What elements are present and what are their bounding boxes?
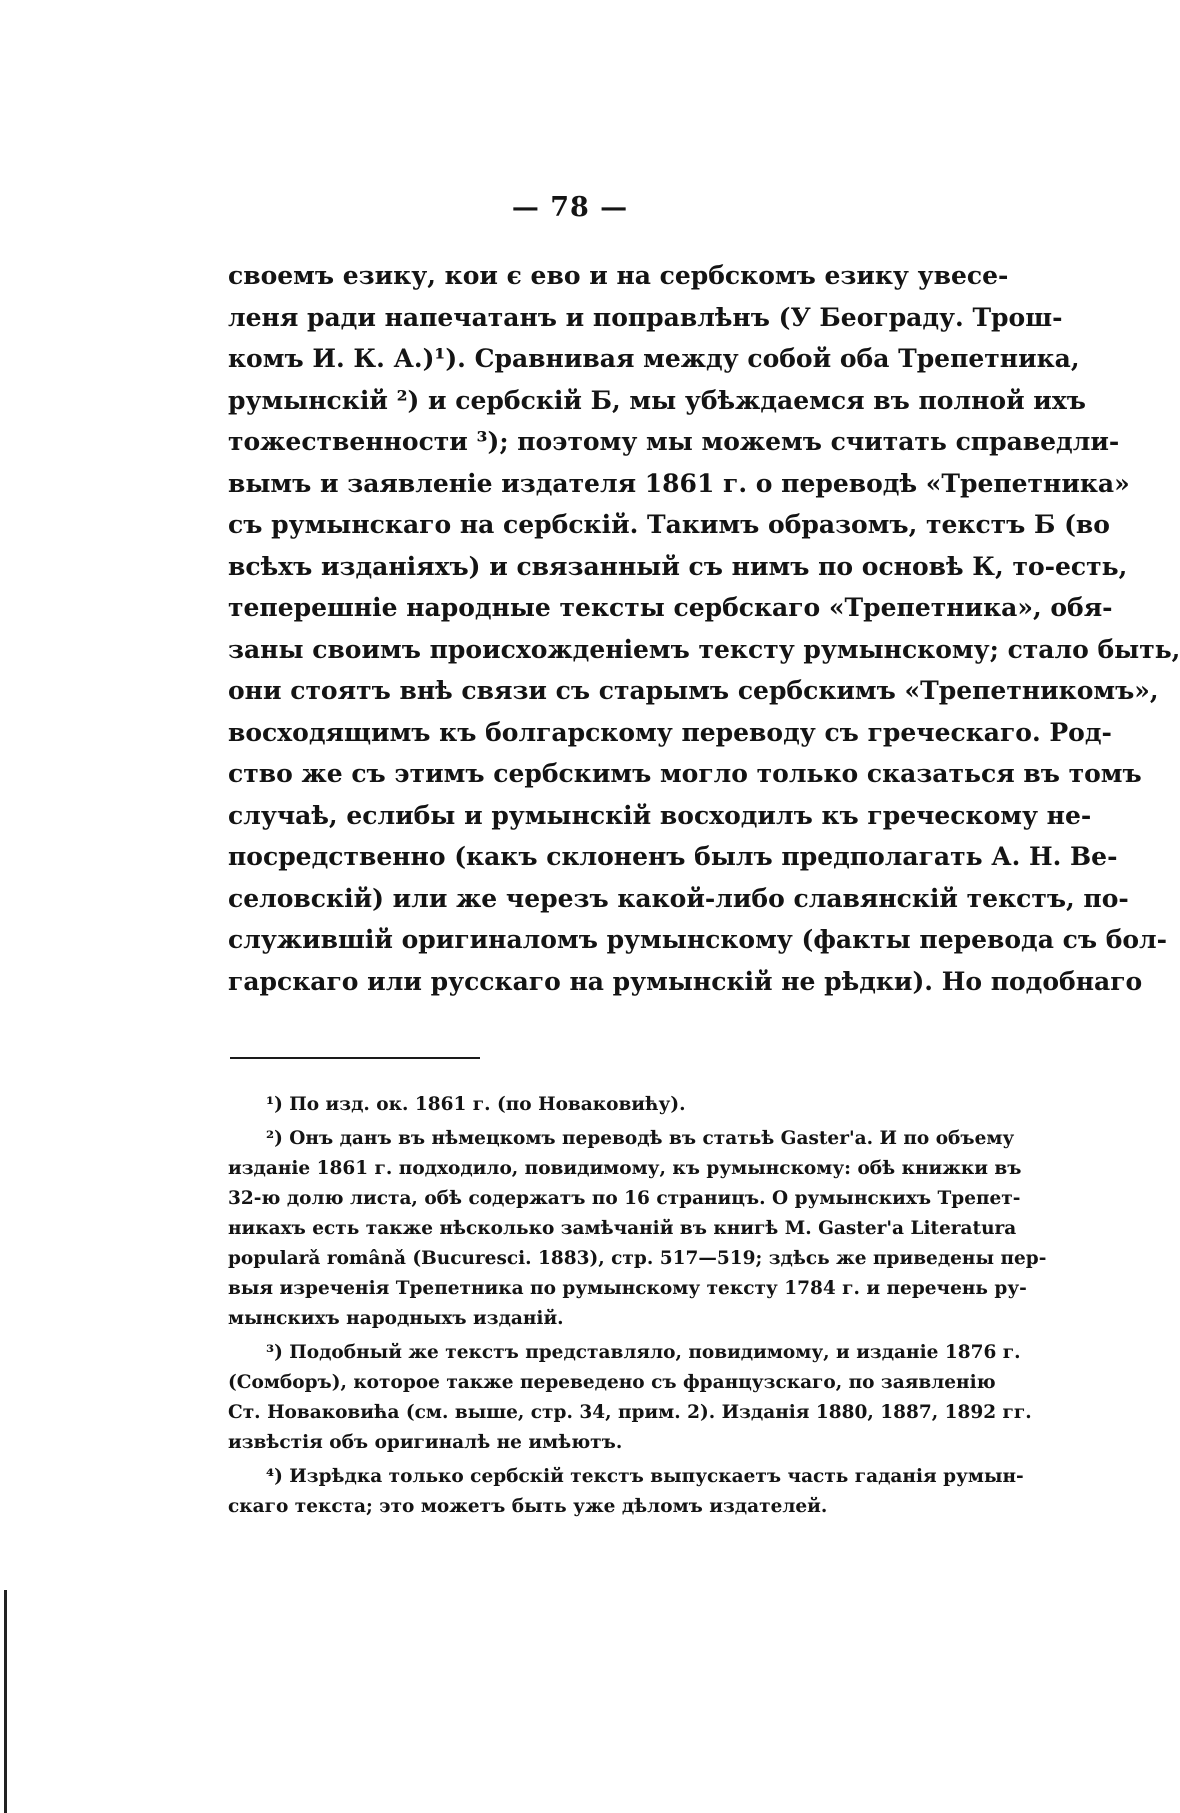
main-text-line: румынскій ²) и сербскій Б, мы убѣждаемся въ полной ихъ [228, 385, 1086, 415]
main-text-line: леня ради напечатанъ и поправлѣнъ (У Београду. Трош- [228, 302, 1063, 332]
footnotes-block [228, 1090, 1047, 1522]
footnote-line: выя изреченія Трепетника по румынскому тексту 1784 г. и перечень ру- [228, 1278, 1027, 1299]
footnote-line: 32-ю долю листа, обѣ содержатъ по 16 страницъ. О румынскихъ Трепет- [228, 1188, 1021, 1209]
footnote-line: ²) Онъ данъ въ нѣмецкомъ переводѣ въ статьѣ Gaster'а. И по объему [266, 1128, 1015, 1149]
main-text-line: восходящимъ къ болгарскому переводу съ греческаго. Род- [228, 717, 1112, 747]
main-text-line: всѣхъ изданіяхъ) и связанный съ нимъ по основѣ К, то-есть, [228, 551, 1128, 581]
main-text-line: они стоятъ внѣ связи съ старымъ сербскимъ «Трепетникомъ», [228, 676, 1159, 705]
page-number: — 78 — [511, 192, 629, 223]
main-text-block [228, 255, 1180, 1002]
main-text-line: съ румынскаго на сербскій. Такимъ образомъ, текстъ Б (во [228, 510, 1110, 539]
main-text-line: теперешніе народные тексты сербскаго «Трепетника», обя- [228, 593, 1113, 622]
main-text-line: селовскій) или же черезъ какой-либо славянскій текстъ, по- [228, 883, 1129, 913]
main-text-line: вымъ и заявленіе издателя 1861 г. о переводѣ «Трепетника» [228, 468, 1130, 498]
footnote-4 [228, 1462, 1024, 1522]
footnote-line: ⁴) Изрѣдка только сербскій текстъ выпускаетъ часть гаданія румын- [266, 1466, 1024, 1487]
footnote-1 [228, 1090, 993, 1120]
footnote-line: popularǎ românǎ (Bucurescі. 1883), стр. 517—519; здѣсь же приведены пер- [228, 1248, 1047, 1269]
footnote-separator [230, 1057, 480, 1059]
footnote-line: скаго текста; это можетъ быть уже дѣломъ издателей. [228, 1496, 828, 1517]
footnote-line: ³) Подобный же текстъ представляло, повидимому, и изданіе 1876 г. [266, 1342, 1021, 1363]
footnote-line: извѣстія объ оригиналѣ не имѣютъ. [228, 1432, 623, 1453]
main-text-line: комъ И. К. А.)¹). Сравнивая между собой оба Трепетника, [228, 344, 1080, 373]
scan-binding-edge [4, 1590, 7, 1813]
footnote-line: ¹) По изд. ок. 1861 г. (по Новаковићу). [266, 1094, 686, 1115]
main-text-line: служившій оригиналомъ румынскому (факты перевода съ бол- [228, 925, 1168, 954]
footnote-line: никахъ есть также нѣсколько замѣчаній въ книгѣ M. Gaster'а Literatura [228, 1218, 1017, 1239]
main-text-line: посредственно (какъ склоненъ былъ предполагать А. Н. Ве- [228, 842, 1118, 871]
main-text-line: заны своимъ происхожденіемъ тексту румынскому; стало быть, [228, 634, 1180, 664]
main-text-line: гарскаго или русскаго на румынскій не рѣдки). Но подобнаго [228, 966, 1143, 996]
footnote-line: мынскихъ народныхъ изданій. [228, 1308, 564, 1329]
main-text-line: случаѣ, еслибы и румынскій восходилъ къ греческому не- [228, 800, 1092, 830]
main-text-line: тожественности ³); поэтому мы можемъ считать справедли- [228, 427, 1120, 456]
footnote-2 [228, 1124, 1047, 1334]
footnote-3 [228, 1338, 1032, 1458]
footnote-line: Ст. Новаковића (см. выше, стр. 34, прим. 2). Изданія 1880, 1887, 1892 гг. [228, 1402, 1032, 1423]
main-text-line: ство же съ этимъ сербскимъ могло только сказаться въ томъ [228, 759, 1142, 788]
footnote-line: изданіе 1861 г. подходило, повидимому, къ румынскому: обѣ книжки въ [228, 1158, 1022, 1179]
main-text-line: своемъ езику, кои є ево и на сербскомъ езику увесе- [228, 261, 1009, 290]
footnote-line: (Сомборъ), которое также переведено съ французскаго, по заявленію [228, 1372, 996, 1393]
